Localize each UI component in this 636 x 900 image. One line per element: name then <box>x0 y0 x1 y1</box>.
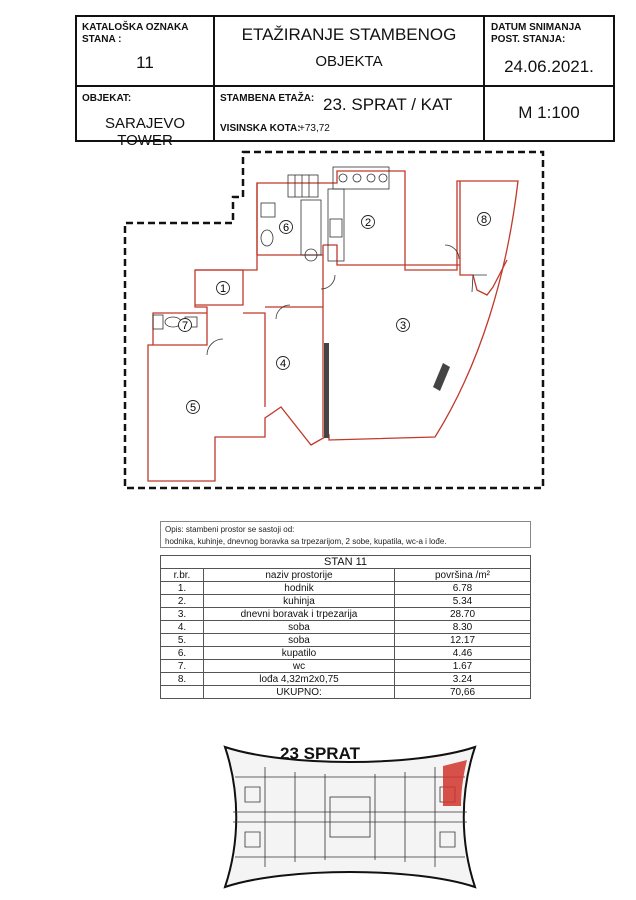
row-num: 8. <box>161 673 204 686</box>
row-name: wc <box>204 660 395 673</box>
object-label: OBJEKAT: <box>82 93 132 104</box>
description-line2: hodnika, kuhinje, dnevnog boravka sa trpezarijom, 2 sobe, kupatila, wc-a i lođe. <box>165 537 447 546</box>
row-area: 4.46 <box>395 647 531 660</box>
row-name: kuhinja <box>204 595 395 608</box>
row-area: 8.30 <box>395 621 531 634</box>
catalog-label: KATALOŠKA OZNAKA STANA : <box>82 22 189 45</box>
total-spacer <box>161 686 204 699</box>
description-line1: Opis: stambeni prostor se sastoji od: <box>165 525 295 534</box>
floor-value: 23. SPRAT / KAT <box>323 95 453 114</box>
room-table <box>160 555 531 699</box>
row-num: 3. <box>161 608 204 621</box>
row-name: lođa 4,32m2x0,75 <box>204 673 395 686</box>
room-number: 8 <box>480 214 488 226</box>
room-number: 5 <box>189 402 197 414</box>
total-value: 70,66 <box>395 686 531 699</box>
floor-plan <box>115 145 550 493</box>
date-label: DATUM SNIMANJA POST. STANJA: <box>491 22 581 45</box>
row-name: kupatilo <box>204 647 395 660</box>
table-row <box>161 673 531 686</box>
row-num: 7. <box>161 660 204 673</box>
divider <box>77 85 613 87</box>
row-num: 6. <box>161 647 204 660</box>
col-header-num: r.br. <box>161 569 204 582</box>
title-block <box>75 15 615 149</box>
row-area: 28.70 <box>395 608 531 621</box>
row-name: soba <box>204 621 395 634</box>
row-num: 2. <box>161 595 204 608</box>
elevation-value: +73,72 <box>299 123 330 134</box>
bathroom-fixtures <box>153 200 321 329</box>
windows <box>324 343 450 438</box>
table-row <box>161 647 531 660</box>
col-header-name: naziv prostorije <box>204 569 395 582</box>
table-row <box>161 582 531 595</box>
table-row <box>161 634 531 647</box>
row-name: hodnik <box>204 582 395 595</box>
key-plan-title: 23 SPRAT <box>280 744 360 763</box>
kitchen-fixtures <box>288 167 389 261</box>
room-number: 1 <box>219 283 227 295</box>
scale-value: M 1:100 <box>518 103 580 122</box>
room-number: 4 <box>279 358 287 370</box>
row-name: soba <box>204 634 395 647</box>
description-box <box>160 521 531 548</box>
table-title: STAN 11 <box>161 556 531 569</box>
object-value: SARAJEVO TOWER <box>104 115 186 149</box>
apartment-walls <box>148 171 518 481</box>
total-label: UKUPNO: <box>204 686 395 699</box>
room-number: 3 <box>399 320 407 332</box>
row-area: 3.24 <box>395 673 531 686</box>
row-area: 5.34 <box>395 595 531 608</box>
room-number: 7 <box>181 320 189 332</box>
room-number: 6 <box>282 222 290 234</box>
row-num: 1. <box>161 582 204 595</box>
elevation-label: VISINSKA KOTA: <box>220 123 301 134</box>
row-num: 5. <box>161 634 204 647</box>
table-row <box>161 595 531 608</box>
title-line1: ETAŽIRANJE STAMBENOG <box>241 25 457 44</box>
floor-label: STAMBENA ETAŽA: <box>220 93 315 104</box>
key-plan <box>205 742 495 892</box>
row-name: dnevni boravak i trpezarija <box>204 608 395 621</box>
date-value: 24.06.2021. <box>504 57 594 76</box>
col-header-area: površina /m² <box>395 569 531 582</box>
tower-outline <box>225 747 475 887</box>
table-row <box>161 660 531 673</box>
room-number: 2 <box>364 217 372 229</box>
row-num: 4. <box>161 621 204 634</box>
row-area: 6.78 <box>395 582 531 595</box>
row-area: 12.17 <box>395 634 531 647</box>
table-row <box>161 621 531 634</box>
row-area: 1.67 <box>395 660 531 673</box>
catalog-value: 11 <box>136 53 154 72</box>
door-swings <box>207 245 487 355</box>
title-line2: OBJEKTA <box>315 53 383 70</box>
table-row <box>161 608 531 621</box>
